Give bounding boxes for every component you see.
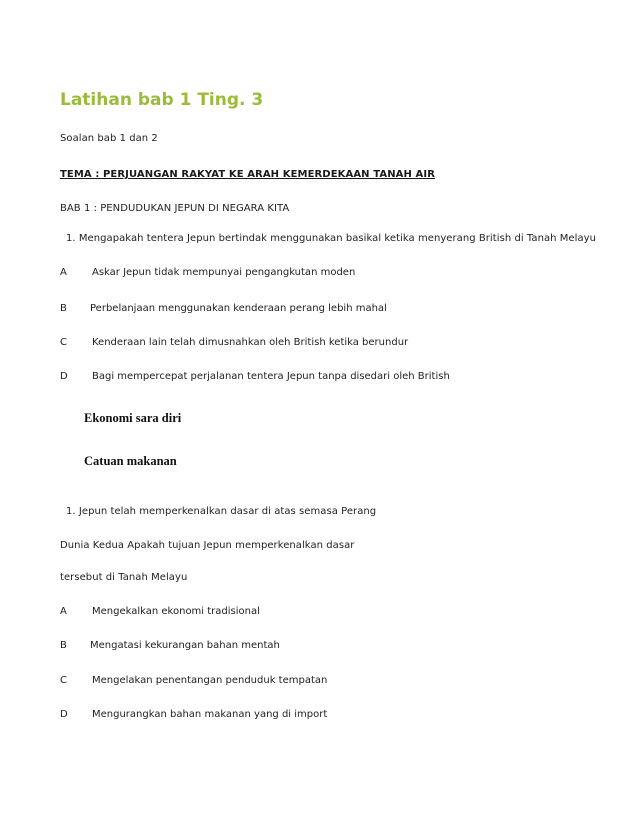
question-2-line-1: 1. Jepun telah memperkenalkan dasar di atas semasa Perang <box>66 506 377 517</box>
option-text: Askar Jepun tidak mempunyai pengangkutan moden <box>92 267 356 278</box>
option-letter: D <box>60 709 68 720</box>
option-letter: B <box>60 303 67 314</box>
option-letter: C <box>60 675 67 686</box>
option-text: Mengurangkan bahan makanan yang di import <box>92 709 328 720</box>
option-text: Kenderaan lain telah dimusnahkan oleh British ketika berundur <box>92 337 409 348</box>
chapter-heading: BAB 1 : PENDUDUKAN JEPUN DI NEGARA KITA <box>60 203 290 214</box>
theme-heading: TEMA : PERJUANGAN RAKYAT KE ARAH KEMERDEKAAN TANAH AIR <box>60 169 436 180</box>
option-letter: A <box>60 267 67 278</box>
option-text: Perbelanjaan menggunakan kenderaan perang lebih mahal <box>90 303 387 314</box>
option-text: Mengelakan penentangan penduduk tempatan <box>92 675 328 686</box>
option-letter: D <box>60 371 68 382</box>
heading-ekonomi-sara-diri: Ekonomi sara diri <box>84 411 182 425</box>
question-1-text: 1. Mengapakah tentera Jepun bertindak menggunakan basikal ketika menyerang British di Tanah Melayu <box>66 233 597 244</box>
subtitle: Soalan bab 1 dan 2 <box>60 133 158 144</box>
page-title: Latihan bab 1 Ting. 3 <box>60 90 264 110</box>
question-2-line-3: tersebut di Tanah Melayu <box>60 572 188 583</box>
option-letter: B <box>60 640 67 651</box>
question-2-line-2: Dunia Kedua Apakah tujuan Jepun memperkenalkan dasar <box>60 540 355 551</box>
heading-catuan-makanan: Catuan makanan <box>84 454 177 468</box>
option-letter: A <box>60 606 67 617</box>
option-text: Mengatasi kekurangan bahan mentah <box>90 640 280 651</box>
option-letter: C <box>60 337 67 348</box>
option-text: Bagi mempercepat perjalanan tentera Jepun tanpa disedari oleh British <box>92 371 450 382</box>
option-text: Mengekalkan ekonomi tradisional <box>92 606 260 617</box>
